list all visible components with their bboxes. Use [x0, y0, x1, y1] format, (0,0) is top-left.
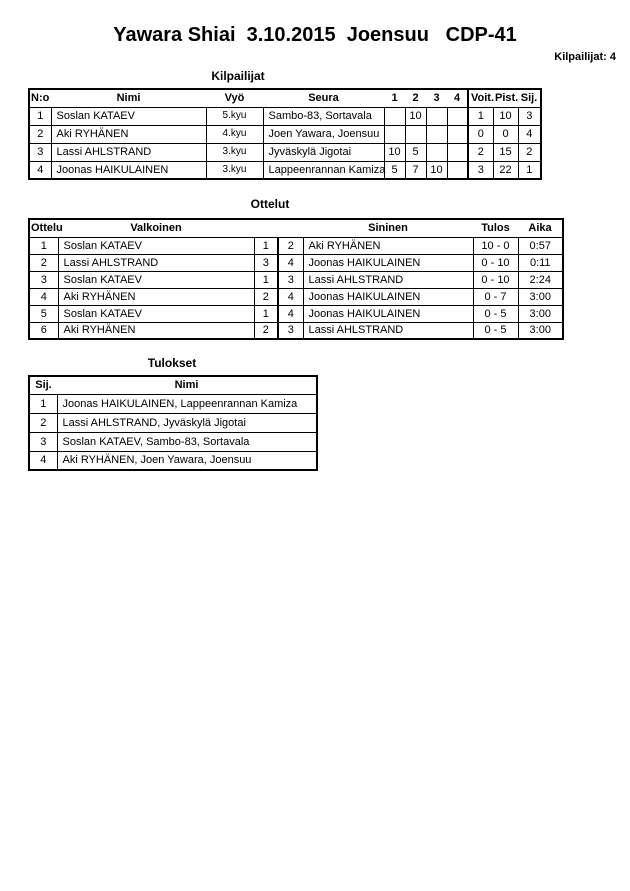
cell-match-1: 5 [384, 161, 405, 179]
cell-no: 3 [29, 143, 51, 161]
cell-vyo: 3.kyu [206, 161, 263, 179]
cell-match-2: 7 [405, 161, 426, 179]
cell-valkoinen-num: 1 [254, 237, 278, 254]
cell-sij: 1 [29, 394, 57, 413]
competitor-row [29, 125, 541, 143]
cell-pist: 0 [493, 125, 518, 143]
cell-valkoinen: Aki RYHÄNEN [58, 322, 254, 339]
cell-vyo: 4.kyu [206, 125, 263, 143]
match-row [29, 254, 563, 271]
competitors-count: Kilpailijat: 4 [554, 51, 616, 63]
match-row [29, 237, 563, 254]
cell-sininen-num: 4 [278, 305, 303, 322]
header-no: N:o [29, 89, 51, 107]
cell-match-4 [447, 161, 468, 179]
header-voit: Voit. [468, 89, 493, 107]
header-spacer [254, 219, 278, 237]
header-nimi: Nimi [57, 376, 317, 394]
cell-match-2: 10 [405, 107, 426, 125]
header-spacer [278, 219, 303, 237]
ottelut-heading: Ottelut [250, 197, 290, 211]
cell-tulos: 0 - 10 [473, 271, 518, 288]
tulokset-table [28, 375, 318, 471]
cell-sij: 1 [518, 161, 541, 179]
cell-match-1 [384, 125, 405, 143]
header-match-2: 2 [405, 89, 426, 107]
result-row [29, 394, 317, 413]
cell-nimi: Joonas HAIKULAINEN [51, 161, 206, 179]
cell-nimi: Lassi AHLSTRAND, Jyväskylä Jigotai [57, 413, 317, 432]
cell-sininen-num: 4 [278, 254, 303, 271]
cell-aika: 2:24 [518, 271, 563, 288]
cell-sininen: Joonas HAIKULAINEN [303, 254, 473, 271]
cell-valkoinen-num: 2 [254, 288, 278, 305]
cell-match-no: 2 [29, 254, 58, 271]
header-sij: Sij. [29, 376, 57, 394]
cell-aika: 3:00 [518, 288, 563, 305]
header-valkoinen: Valkoinen [58, 219, 254, 237]
match-row [29, 322, 563, 339]
cell-nimi: Soslan KATAEV [51, 107, 206, 125]
cell-match-no: 1 [29, 237, 58, 254]
header-sininen: Sininen [303, 219, 473, 237]
cell-sininen: Lassi AHLSTRAND [303, 322, 473, 339]
cell-match-2 [405, 125, 426, 143]
header-vyo: Vyö [206, 89, 263, 107]
cell-match-3 [426, 143, 447, 161]
cell-aika: 0:11 [518, 254, 563, 271]
cell-sij: 4 [29, 451, 57, 470]
cell-voit: 3 [468, 161, 493, 179]
header-seura: Seura [263, 89, 384, 107]
result-row [29, 432, 317, 451]
cell-pist: 15 [493, 143, 518, 161]
kilpailijat-header-row [29, 89, 541, 107]
cell-nimi: Aki RYHÄNEN, Joen Yawara, Joensuu [57, 451, 317, 470]
header-match-4: 4 [447, 89, 468, 107]
header-match-1: 1 [384, 89, 405, 107]
result-row [29, 413, 317, 432]
cell-seura: Sambo-83, Sortavala [263, 107, 384, 125]
cell-sij: 4 [518, 125, 541, 143]
cell-voit: 0 [468, 125, 493, 143]
cell-no: 1 [29, 107, 51, 125]
competitor-row [29, 107, 541, 125]
cell-no: 2 [29, 125, 51, 143]
cell-no: 4 [29, 161, 51, 179]
cell-aika: 3:00 [518, 305, 563, 322]
cell-match-no: 3 [29, 271, 58, 288]
header-sij: Sij. [518, 89, 541, 107]
result-row [29, 451, 317, 470]
cell-match-3 [426, 125, 447, 143]
header-pist: Pist. [493, 89, 518, 107]
cell-sininen: Joonas HAIKULAINEN [303, 305, 473, 322]
cell-valkoinen-num: 3 [254, 254, 278, 271]
cell-valkoinen-num: 1 [254, 305, 278, 322]
header-aika: Aika [518, 219, 563, 237]
cell-sininen-num: 3 [278, 271, 303, 288]
cell-valkoinen: Aki RYHÄNEN [58, 288, 254, 305]
cell-tulos: 0 - 5 [473, 305, 518, 322]
cell-voit: 1 [468, 107, 493, 125]
match-row [29, 271, 563, 288]
cell-tulos: 10 - 0 [473, 237, 518, 254]
kilpailijat-heading: Kilpailijat [211, 69, 265, 83]
cell-match-no: 6 [29, 322, 58, 339]
cell-seura: Jyväskylä Jigotai [263, 143, 384, 161]
cell-seura: Joen Yawara, Joensuu [263, 125, 384, 143]
ottelut-header-row [29, 219, 563, 237]
tulokset-header-row [29, 376, 317, 394]
cell-pist: 22 [493, 161, 518, 179]
cell-tulos: 0 - 7 [473, 288, 518, 305]
header-match-3: 3 [426, 89, 447, 107]
match-row [29, 288, 563, 305]
tulokset-heading: Tulokset [147, 356, 197, 370]
header-nimi: Nimi [51, 89, 206, 107]
cell-match-no: 5 [29, 305, 58, 322]
cell-valkoinen: Soslan KATAEV [58, 305, 254, 322]
cell-match-4 [447, 107, 468, 125]
kilpailijat-table [28, 88, 542, 180]
cell-match-2: 5 [405, 143, 426, 161]
cell-valkoinen-num: 2 [254, 322, 278, 339]
cell-match-4 [447, 143, 468, 161]
cell-vyo: 5.kyu [206, 107, 263, 125]
cell-aika: 3:00 [518, 322, 563, 339]
cell-pist: 10 [493, 107, 518, 125]
page-title: Yawara Shiai 3.10.2015 Joensuu CDP-41 [113, 24, 517, 46]
cell-tulos: 0 - 5 [473, 322, 518, 339]
cell-match-3: 10 [426, 161, 447, 179]
ottelut-table [28, 218, 564, 340]
cell-valkoinen: Soslan KATAEV [58, 237, 254, 254]
cell-match-1 [384, 107, 405, 125]
cell-seura: Lappeenrannan Kamiza [263, 161, 384, 179]
cell-nimi: Aki RYHÄNEN [51, 125, 206, 143]
cell-sij: 2 [29, 413, 57, 432]
cell-aika: 0:57 [518, 237, 563, 254]
cell-sininen-num: 4 [278, 288, 303, 305]
cell-nimi: Lassi AHLSTRAND [51, 143, 206, 161]
cell-vyo: 3.kyu [206, 143, 263, 161]
cell-tulos: 0 - 10 [473, 254, 518, 271]
cell-valkoinen-num: 1 [254, 271, 278, 288]
cell-match-3 [426, 107, 447, 125]
cell-match-4 [447, 125, 468, 143]
cell-voit: 2 [468, 143, 493, 161]
cell-sininen-num: 3 [278, 322, 303, 339]
match-row [29, 305, 563, 322]
competitor-row [29, 143, 541, 161]
cell-sij: 3 [29, 432, 57, 451]
cell-match-no: 4 [29, 288, 58, 305]
header-tulos: Tulos [473, 219, 518, 237]
cell-sininen: Joonas HAIKULAINEN [303, 288, 473, 305]
cell-valkoinen: Soslan KATAEV [58, 271, 254, 288]
header-ottelu: Ottelu [29, 219, 58, 237]
cell-nimi: Soslan KATAEV, Sambo-83, Sortavala [57, 432, 317, 451]
cell-match-1: 10 [384, 143, 405, 161]
cell-nimi: Joonas HAIKULAINEN, Lappeenrannan Kamiza [57, 394, 317, 413]
cell-sij: 2 [518, 143, 541, 161]
competitor-row [29, 161, 541, 179]
cell-valkoinen: Lassi AHLSTRAND [58, 254, 254, 271]
cell-sininen: Aki RYHÄNEN [303, 237, 473, 254]
cell-sininen: Lassi AHLSTRAND [303, 271, 473, 288]
cell-sininen-num: 2 [278, 237, 303, 254]
cell-sij: 3 [518, 107, 541, 125]
